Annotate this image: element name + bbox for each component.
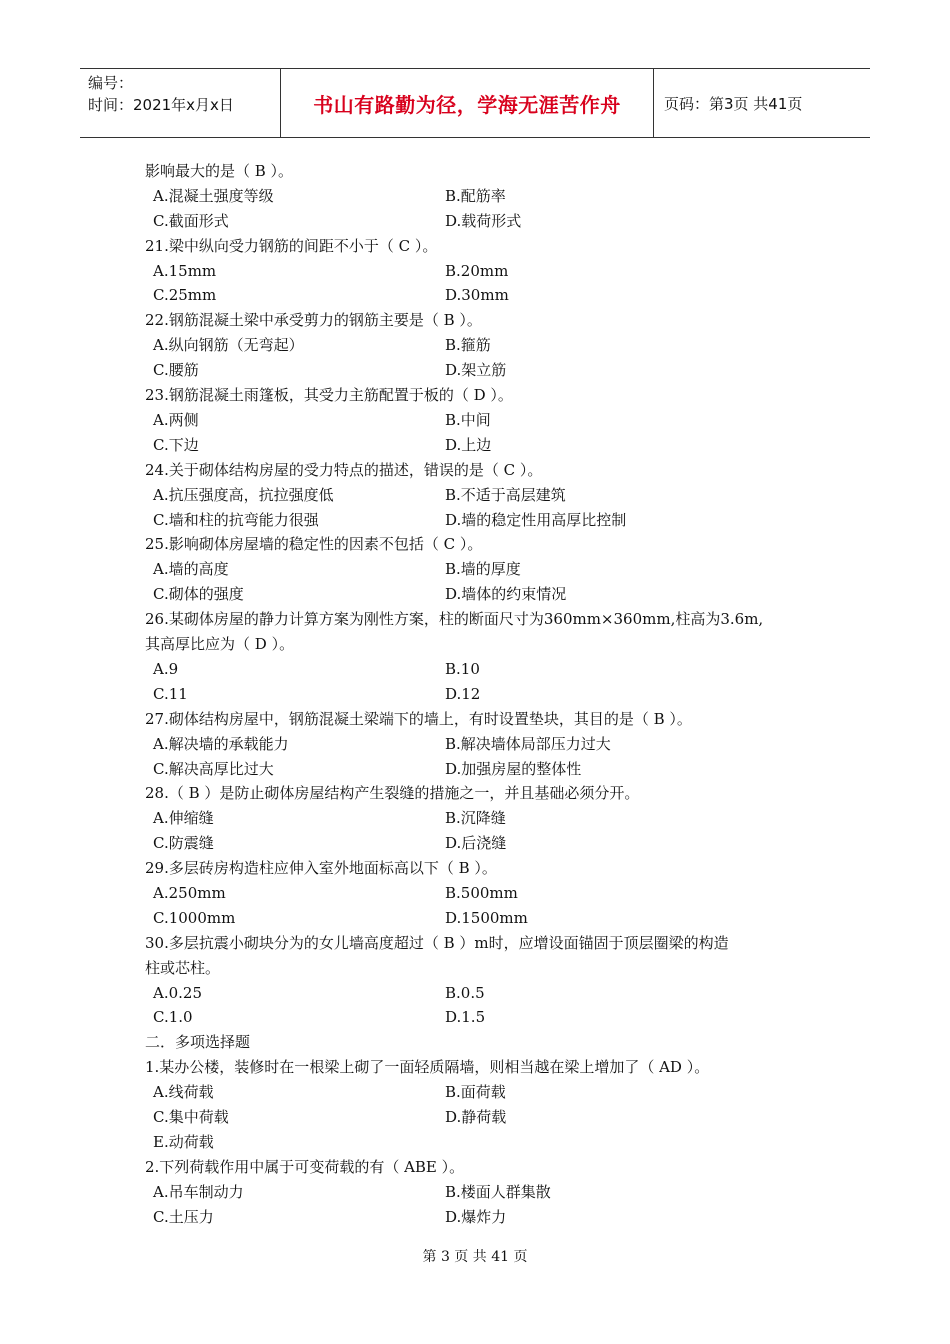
answer-option: D.12 <box>445 684 481 703</box>
answer-option: E.动荷载 <box>153 1132 214 1151</box>
answer-option: C.墙和柱的抗弯能力很强 <box>153 510 319 529</box>
header-meta <box>80 69 281 137</box>
answer-option: A.墙的高度 <box>153 560 229 579</box>
option-row <box>145 757 825 782</box>
answer-option: B.解决墙体局部压力过大 <box>445 734 611 753</box>
question-text: 29.多层砖房构造柱应伸入室外地面标高以下（ B ）。 <box>145 859 497 878</box>
answer-option: C.土压力 <box>153 1207 214 1226</box>
answer-option: B.楼面人群集散 <box>445 1182 551 1201</box>
answer-option: C.1.0 <box>153 1008 193 1027</box>
question-text: 30.多层抗震小砌块分为的女儿墙高度超过（ B ）m时，应增设面锚固于顶层圈梁的构造 <box>145 933 729 952</box>
option-row <box>145 881 825 906</box>
answer-option: B.面荷载 <box>445 1083 506 1102</box>
answer-option: A.两侧 <box>153 410 199 429</box>
option-row <box>145 732 825 757</box>
answer-option: D.架立筋 <box>445 361 507 380</box>
answer-option: D.30mm <box>445 286 509 305</box>
page-footer: 第 3 页 共 41 页 <box>422 1249 528 1265</box>
answer-option: B.0.5 <box>445 983 485 1002</box>
answer-option: B.箍筋 <box>445 336 491 355</box>
motto: 书山有路勤为径，学海无涯苦作舟 <box>313 92 621 117</box>
answer-option: A.吊车制动力 <box>153 1182 244 1201</box>
option-row <box>145 981 825 1006</box>
answer-option: C.截面形式 <box>153 211 229 230</box>
question-text: 26.某砌体房屋的静力计算方案为刚性方案，柱的断面尺寸为360mm×360mm,柱高为3.6m, <box>145 610 764 629</box>
answer-option: D.爆炸力 <box>445 1207 507 1226</box>
option-row <box>145 408 825 433</box>
answer-option: C.1000mm <box>153 908 236 927</box>
answer-option: C.11 <box>153 684 188 703</box>
question-text: 其高厚比应为（ D ）。 <box>145 635 295 654</box>
page-header <box>80 68 870 138</box>
option-row <box>145 682 825 707</box>
answer-option: B.20mm <box>445 261 509 280</box>
answer-option: A.线荷载 <box>153 1083 214 1102</box>
option-row <box>145 1180 825 1205</box>
option-row <box>145 433 825 458</box>
option-row <box>145 1105 825 1130</box>
answer-option: C.下边 <box>153 435 199 454</box>
answer-option: D.载荷形式 <box>445 211 522 230</box>
answer-option: D.1.5 <box>445 1008 486 1027</box>
question-text: 21.梁中纵向受力钢筋的间距不小于（ C ）。 <box>145 236 438 255</box>
option-row <box>145 806 825 831</box>
option-row <box>145 906 825 931</box>
answer-option: D.1500mm <box>445 908 528 927</box>
answer-option: D.上边 <box>445 435 492 454</box>
header-motto-cell <box>281 69 654 137</box>
option-row <box>145 1005 825 1030</box>
header-page-info <box>654 69 870 137</box>
option-row <box>145 1130 825 1155</box>
answer-option: B.中间 <box>445 410 491 429</box>
option-row <box>145 259 825 284</box>
answer-option: A.15mm <box>153 261 217 280</box>
option-row <box>145 483 825 508</box>
option-row <box>145 1080 825 1105</box>
answer-option: A.9 <box>153 659 179 678</box>
answer-option: A.抗压强度高，抗拉强度低 <box>153 485 334 504</box>
question-text: 23.钢筋混凝土雨篷板，其受力主筋配置于板的（ D ）。 <box>145 386 513 405</box>
answer-option: A.伸缩缝 <box>153 809 214 828</box>
question-text: 27.砌体结构房屋中，钢筋混凝土梁端下的墙上，有时设置垫块，其目的是（ B ）。 <box>145 709 692 728</box>
answer-option: D.后浇缝 <box>445 834 507 853</box>
answer-option: B.沉降缝 <box>445 809 506 828</box>
option-row <box>145 184 825 209</box>
option-row <box>145 582 825 607</box>
answer-option: B.10 <box>445 659 480 678</box>
option-row <box>145 358 825 383</box>
option-row <box>145 557 825 582</box>
question-text: 影响最大的是（ B ）。 <box>145 162 294 180</box>
question-text: 25.影响砌体房屋墙的稳定性的因素不包括（ C ）。 <box>145 535 483 554</box>
question-text: 二．多项选择题 <box>145 1033 251 1052</box>
answer-option: C.腰筋 <box>153 361 199 380</box>
answer-option: B.配筋率 <box>445 186 506 205</box>
question-text: 1.某办公楼，装修时在一根梁上砌了一面轻质隔墙，则相当越在梁上增加了（ AD ）。 <box>145 1058 710 1077</box>
question-text: 2.下列荷载作用中属于可变荷载的有（ ABE ）。 <box>145 1157 465 1176</box>
answer-option: A.纵向钢筋（无弯起） <box>153 336 304 355</box>
answer-option: C.25mm <box>153 286 217 305</box>
date-label: 时间：2021年x月x日 <box>88 96 234 114</box>
option-row <box>145 333 825 358</box>
option-row <box>145 209 825 234</box>
document-body <box>145 159 825 1230</box>
page-info: 页码：第3页 共41页 <box>664 94 803 113</box>
answer-option: D.墙的稳定性用高厚比控制 <box>445 510 627 529</box>
option-row <box>145 657 825 682</box>
answer-option: D.墙体的约束情况 <box>445 585 567 604</box>
answer-option: C.砌体的强度 <box>153 585 244 604</box>
answer-option: D.加强房屋的整体性 <box>445 759 582 778</box>
answer-option: A.混凝土强度等级 <box>153 186 274 205</box>
answer-option: A.0.25 <box>153 983 202 1002</box>
answer-option <box>445 1130 825 1155</box>
answer-option: B.不适于高层建筑 <box>445 485 566 504</box>
question-text: 24.关于砌体结构房屋的受力特点的描述，错误的是（ C ）。 <box>145 460 543 479</box>
question-text: 柱或芯柱。 <box>145 958 221 977</box>
option-row <box>145 508 825 533</box>
answer-option: A.250mm <box>153 884 226 902</box>
answer-option: C.集中荷载 <box>153 1108 229 1127</box>
option-row <box>145 283 825 308</box>
answer-option: D.静荷载 <box>445 1108 507 1127</box>
answer-option: B.500mm <box>445 884 518 902</box>
question-text: 28.（ B ）是防止砌体房屋结构产生裂缝的措施之一，并且基础必须分开。 <box>145 784 640 803</box>
option-row <box>145 1205 825 1230</box>
answer-option: C.防震缝 <box>153 834 214 853</box>
question-text: 22.钢筋混凝土梁中承受剪力的钢筋主要是（ B ）。 <box>145 311 482 330</box>
option-row <box>145 831 825 856</box>
answer-option: A.解决墙的承载能力 <box>153 734 289 753</box>
number-label: 编号： <box>88 74 134 92</box>
answer-option: B.墙的厚度 <box>445 560 521 579</box>
answer-option: C.解决高厚比过大 <box>153 759 274 778</box>
